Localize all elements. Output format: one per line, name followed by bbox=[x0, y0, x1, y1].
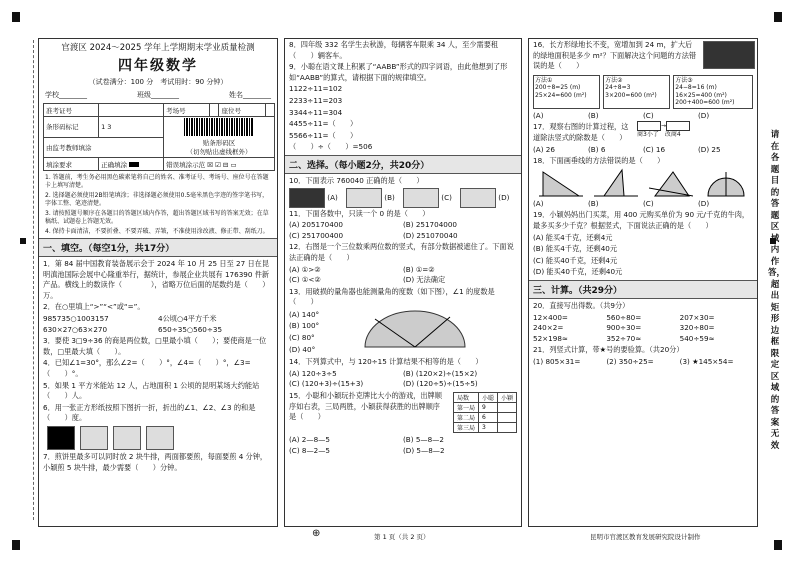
calc-item[interactable]: 900÷30= bbox=[606, 323, 642, 333]
table-header: 局数 bbox=[453, 393, 478, 403]
option-d[interactable]: (D) 5—8—2 bbox=[403, 445, 445, 455]
question-14: 14．下列算式中，与 120÷15 计算结果不相等的是（ ） bbox=[289, 357, 483, 367]
column-3 bbox=[528, 38, 758, 527]
method-box: 方法① 200÷8=25 (m) 25×24=600 (m²) bbox=[533, 75, 600, 109]
filled-example-icon bbox=[129, 162, 139, 167]
question-13-options bbox=[285, 309, 355, 356]
question-16: 16．长方形绿地长不变，宽增加到 24 m，扩大后的绿地面积是多少 m²？下面解决这个问题的方法错误的是（ ） bbox=[533, 40, 697, 71]
question-12-options bbox=[289, 265, 517, 276]
question-21-row bbox=[533, 357, 753, 368]
question-16-body bbox=[529, 39, 757, 73]
question-11: 11．下面各数中，只读一个 0 的是（ ） bbox=[289, 208, 430, 218]
cut-line bbox=[33, 40, 34, 520]
option-a[interactable]: (A) 120÷3÷5 bbox=[289, 368, 337, 378]
calc-item[interactable]: 52×198≈ bbox=[533, 333, 568, 343]
option-a[interactable]: (A) 能买4千克，还剩4元 bbox=[533, 232, 613, 242]
table-header: 小颖 bbox=[497, 393, 516, 403]
question-11-options bbox=[289, 220, 517, 231]
corner-mark bbox=[12, 540, 20, 550]
option-b[interactable]: (B) 6 bbox=[588, 144, 606, 154]
fold-figure bbox=[113, 426, 141, 450]
option-c[interactable]: (C) bbox=[441, 192, 452, 202]
option-b[interactable]: (B) bbox=[384, 192, 395, 202]
calc-item[interactable]: (2) 350÷25= bbox=[606, 356, 654, 366]
option-d[interactable]: (D) (120÷5)÷(15÷5) bbox=[403, 379, 478, 389]
broken-protractor-figure bbox=[355, 309, 475, 349]
exam-number-label: 准考证号 bbox=[44, 104, 99, 117]
pattern-line[interactable]: 5566÷11=（ ） bbox=[289, 130, 358, 140]
question-6: 6．用一张正方形纸按照下图折一折，折出的∠1、∠2、∠3 的和是（ ）度。 bbox=[43, 402, 256, 423]
proctor-note: 由监考教师填涂 bbox=[44, 137, 164, 158]
table-cell: 6 bbox=[478, 413, 497, 423]
question-10: 10．下面表示 760040 正确的是（ ） bbox=[289, 175, 424, 185]
calc-item[interactable]: 207×30= bbox=[679, 312, 715, 322]
option-b[interactable]: (B) 5—8—2 bbox=[403, 435, 444, 445]
process-label: 商3小了 bbox=[637, 131, 659, 139]
seat-field[interactable] bbox=[265, 104, 275, 117]
option-b[interactable]: (B) ①=② bbox=[403, 264, 435, 274]
perpendicular-figures bbox=[533, 168, 753, 198]
option-d[interactable]: (D) bbox=[698, 198, 710, 208]
calc-item[interactable]: 12×400= bbox=[533, 312, 568, 322]
barcode-text: 贴条形码区 bbox=[202, 139, 236, 147]
option-b[interactable]: (B) (120×2)÷(15×2) bbox=[403, 368, 478, 378]
school-field[interactable]: 学校________ bbox=[45, 91, 87, 99]
option-c[interactable]: (C) (120+3)÷(15+3) bbox=[289, 379, 364, 389]
process-label: 改商4 bbox=[664, 131, 681, 139]
question-14-options bbox=[289, 379, 517, 390]
question-12-options bbox=[289, 275, 517, 286]
question-19: 19．小颖妈妈出门买菜，用 400 元购买单价为 90 元/千克的牛肉，最多买多少千克？根据竖式，下面说法正确的是（ ） bbox=[533, 210, 750, 230]
option-d[interactable]: (D) 无法确定 bbox=[403, 275, 446, 285]
number-chart-image bbox=[346, 188, 382, 208]
calc-item[interactable]: (1) 805×31= bbox=[533, 356, 581, 366]
option-a[interactable]: (A) 26 bbox=[533, 144, 555, 154]
question-15-options bbox=[289, 435, 517, 446]
wrong-fill-cell: 错误填涂示范 ☒ ☑ ⊟ ▭ bbox=[164, 158, 275, 171]
table-cell: 9 bbox=[478, 403, 497, 413]
side-warning: 请在各题目的答题区域内作答，超出矩形边框限定区域的答案无效 bbox=[768, 130, 786, 451]
table-header: 小聪 bbox=[478, 393, 497, 403]
option-d[interactable]: (D) bbox=[698, 110, 710, 120]
table-cell bbox=[497, 413, 516, 423]
compare-item[interactable]: 650÷35○560÷35 bbox=[158, 324, 223, 334]
option-b[interactable]: (B) 251704000 bbox=[403, 220, 457, 230]
method-box: 方法② 24÷8=3 3×200=600 (m²) bbox=[603, 75, 670, 109]
question-3: 3．要使 3□9÷36 的商是两位数，□里最小填（ ）；要使商是一位数，□里最大填（ ）。 bbox=[43, 336, 267, 356]
question-7: 7．煎饼里最多可以同时放 2 块牛排，两面都要煎，每面要煎 4 分钟，小颖煎 5 块牛排，最少需要（ ）分钟。 bbox=[43, 451, 268, 472]
question-11-options bbox=[289, 231, 517, 242]
question-2-items bbox=[43, 314, 273, 325]
question-13-body bbox=[285, 309, 521, 356]
exam-info: （试卷满分：100 分 考试用时：90 分钟） bbox=[88, 78, 228, 86]
column-2 bbox=[284, 38, 522, 527]
column-1 bbox=[38, 38, 278, 527]
question-14-options bbox=[289, 369, 517, 380]
name-field[interactable]: 姓名________ bbox=[229, 91, 271, 99]
room-field[interactable] bbox=[210, 104, 219, 117]
barcode-area bbox=[164, 117, 275, 158]
question-12: 12．右图是一个三位数乘两位数的竖式，有部分数据被遮住了。下面说法正确的是（ ） bbox=[289, 242, 514, 262]
compare-item[interactable]: 630×27○63×270 bbox=[43, 324, 108, 334]
subject-title: 四年级数学 bbox=[118, 58, 198, 74]
option-d[interactable]: (D) 25 bbox=[698, 144, 721, 154]
barcode-mark-label: 条形码标记 bbox=[44, 117, 99, 138]
option-a[interactable]: (A) 2—8—5 bbox=[289, 435, 330, 445]
question-15-options bbox=[289, 446, 517, 457]
calc-item[interactable]: 560÷80= bbox=[606, 312, 642, 322]
corner-mark bbox=[12, 12, 20, 22]
grassland-image bbox=[703, 41, 755, 69]
square-paper-figure bbox=[47, 426, 75, 450]
exam-number-field[interactable] bbox=[99, 104, 164, 117]
question-1: 1．第 84 届中国教育装备展示会于 2024 年 10 月 25 日至 27 日在昆明滇池国际会展中心隆重举行，据统计，参展企业共展有 176390 件新产品。横线上的数读作（ ），省略万位后面的尾数约是（ ）万。 bbox=[43, 259, 270, 300]
division-box bbox=[637, 121, 661, 131]
question-5: 5．如果 1 平方米能站 12 人，占地面积 1 公顷的昆明某场大约能站（ ）人。 bbox=[43, 380, 260, 401]
question-17: 17．观察右图的计算过程，这道除法竖式的除数是（ ） bbox=[533, 122, 629, 142]
option-c[interactable]: (C) bbox=[643, 110, 654, 120]
seat-label: 座位号 bbox=[219, 104, 265, 117]
teacher-image bbox=[403, 188, 439, 208]
barcode-mark-box[interactable]: 1 3 bbox=[99, 117, 164, 138]
option-d[interactable]: (D) 能买40千克，还剩40元 bbox=[533, 267, 623, 277]
compare-item[interactable]: 4公顷○4平方千米 bbox=[158, 313, 217, 323]
section-1-title: 一、填空。（每空1分，共17分） bbox=[39, 238, 277, 257]
table-cell: 第三局 bbox=[453, 423, 478, 433]
option-c[interactable]: (C) 8—2—5 bbox=[289, 445, 331, 455]
question-20-row bbox=[533, 313, 753, 324]
method-box: 方法③ 24−8=16 (m) 16×25=400 (m²) 200+400=600 (m²) bbox=[673, 75, 753, 109]
publisher: 昆明市官渡区教育发展研究院设计制作 bbox=[590, 533, 701, 541]
abacus-image bbox=[460, 188, 496, 208]
option-c[interactable]: (C) 251700400 bbox=[289, 230, 344, 240]
protractor-figure bbox=[704, 168, 748, 198]
option-b[interactable]: (B) bbox=[588, 198, 599, 208]
question-20-row bbox=[533, 334, 753, 345]
alignment-mark bbox=[20, 238, 26, 244]
counting-frame-image bbox=[289, 188, 325, 208]
table-cell: 3 bbox=[478, 423, 497, 433]
question-15-body bbox=[285, 390, 521, 435]
question-10-options bbox=[289, 188, 517, 208]
table-cell: 第一局 bbox=[453, 403, 478, 413]
registration-mark-icon: ⊕ bbox=[312, 528, 321, 539]
option-d[interactable]: (D) 251070040 bbox=[403, 230, 458, 240]
question-20: 20．直接写出得数。（共9分） bbox=[533, 300, 630, 310]
section-3-title: 三、计算。（共29分） bbox=[529, 280, 757, 299]
option-a[interactable]: (A) 205170400 bbox=[289, 220, 343, 230]
correct-fill-cell: 正确填涂 bbox=[99, 158, 164, 171]
option-d[interactable]: (D) 40° bbox=[289, 344, 316, 354]
calc-item[interactable]: 320÷80= bbox=[679, 323, 715, 333]
question-20-row bbox=[533, 323, 753, 334]
pattern-line[interactable]: （ ）÷（ ）=506 bbox=[289, 142, 373, 152]
note-1: 1. 答题前，考生务必用黑色碳素笔将自己的姓名、准考证号、考场号、座位号在答题卡上填写清楚。 bbox=[45, 174, 269, 189]
instructions bbox=[39, 174, 277, 236]
question-15: 15．小聪和小颖玩扑克牌比大小的游戏，出牌顺序如右表，三局两胜，小颖获得获胜的出牌顺序是（ ） bbox=[289, 391, 442, 422]
room-label: 考场号 bbox=[164, 104, 210, 117]
question-18-options bbox=[533, 199, 753, 210]
question-17-options bbox=[533, 145, 753, 156]
student-fields bbox=[45, 90, 271, 100]
pattern-line[interactable]: 4455÷11=（ ） bbox=[289, 119, 358, 129]
option-c[interactable]: (C) ①<② bbox=[289, 275, 321, 285]
pattern-line: 1122÷11=102 bbox=[289, 84, 343, 94]
question-8: 8．四年级 332 名学生去秋游，每辆客车限乘 34 人，至少需要租（ ）辆客车。 bbox=[289, 40, 499, 60]
option-c[interactable]: (C) bbox=[643, 198, 654, 208]
note-4: 4. 保持卡面清洁，不要折叠、不要弄破、弄皱，不准使用涂改液、修正带、刮纸刀。 bbox=[45, 228, 269, 235]
option-a[interactable]: (A) bbox=[327, 192, 338, 202]
question-2-items bbox=[43, 325, 273, 336]
question-18: 18．下面画垂线的方法错误的是（ ） bbox=[533, 156, 665, 166]
question-16-options bbox=[533, 111, 753, 122]
corner-mark bbox=[774, 12, 782, 22]
option-a[interactable]: (A) 140° bbox=[289, 309, 320, 319]
pattern-line: 3344÷11=304 bbox=[289, 107, 343, 117]
fill-requirement-label: 填涂要求 bbox=[44, 158, 99, 171]
triangle-ruler-figure bbox=[539, 168, 583, 198]
candidate-info-table bbox=[43, 103, 275, 171]
option-b[interactable]: (B) 100° bbox=[289, 321, 320, 331]
option-c[interactable]: (C) 能买40千克，还剩4元 bbox=[533, 255, 618, 265]
division-process-figure: → 商3小了 改商4 bbox=[637, 121, 690, 144]
option-a[interactable]: (A) bbox=[533, 198, 544, 208]
fold-figure bbox=[146, 426, 174, 450]
triangle-ruler-figure bbox=[594, 168, 638, 198]
calc-item[interactable]: (3) ★145×54= bbox=[679, 356, 734, 366]
calc-item[interactable]: 352÷70≈ bbox=[606, 333, 642, 343]
triangle-ruler-figure bbox=[649, 168, 693, 198]
option-a[interactable]: (A) ①>② bbox=[289, 264, 321, 274]
fold-figure bbox=[80, 426, 108, 450]
fold-diagrams bbox=[47, 426, 269, 450]
question-9: 9．小聪在语文课上积累了“AABB”形式的四字词语，由此他想到了形如“AABB”的算式，请根据下面的规律填空。 bbox=[289, 62, 508, 82]
compare-item[interactable]: 985735○1003157 bbox=[43, 313, 109, 323]
question-21: 21．列竖式计算，带★号的要验算。（共20分） bbox=[533, 345, 684, 355]
exam-title: 官渡区 2024～2025 学年上学期期末学业质量检测 bbox=[61, 43, 255, 53]
method-boxes bbox=[533, 75, 753, 109]
barcode-subtext: （切勿贴出虚线框外） bbox=[186, 148, 252, 156]
page-number: 第 1 页（共 2 页） bbox=[374, 533, 430, 541]
question-17-body bbox=[529, 121, 757, 144]
class-field[interactable]: 班级________ bbox=[137, 91, 179, 99]
option-c[interactable]: (C) 80° bbox=[289, 333, 315, 343]
question-2: 2．在○里填上“>”“<”或“=”。 bbox=[43, 302, 145, 312]
barcode-image bbox=[184, 118, 254, 136]
option-d[interactable]: (D) bbox=[498, 192, 510, 202]
table-cell: 第二局 bbox=[453, 413, 478, 423]
calc-item[interactable]: 240×2= bbox=[533, 323, 564, 333]
option-a[interactable]: (A) bbox=[533, 110, 544, 120]
question-4: 4．已知∠1=30°，那么∠2=（ ）°，∠4=（ ）°，∠3=（ ）°。 bbox=[43, 358, 251, 378]
pattern-line: 2233÷11=203 bbox=[289, 95, 343, 105]
division-box bbox=[666, 121, 690, 131]
note-3: 3. 请按照题号顺序在各题目的答题区域内作答，超出答题区域书写的答案无效；在草稿纸、试题卷上答题无效。 bbox=[45, 210, 269, 225]
option-b[interactable]: (B) bbox=[588, 110, 599, 120]
question-13: 13．用破损的量角器也能测量角的度数（如下图），∠1 的度数是（ ） bbox=[289, 286, 495, 307]
option-b[interactable]: (B) 能买4千克，还剩40元 bbox=[533, 244, 618, 254]
table-cell bbox=[497, 423, 516, 433]
table-cell bbox=[497, 403, 516, 413]
card-order-table bbox=[453, 392, 517, 433]
section-2-title: 二、选择。（每小题2分，共20分） bbox=[285, 155, 521, 174]
note-2: 2. 选择题必须使用2B铅笔填涂；非选择题必须使用0.5毫米黑色字迹的签字笔书写，字体工整、笔迹清楚。 bbox=[45, 192, 269, 207]
option-c[interactable]: (C) 16 bbox=[643, 144, 666, 154]
corner-mark bbox=[774, 540, 782, 550]
calc-item[interactable]: 540÷59≈ bbox=[679, 333, 715, 343]
